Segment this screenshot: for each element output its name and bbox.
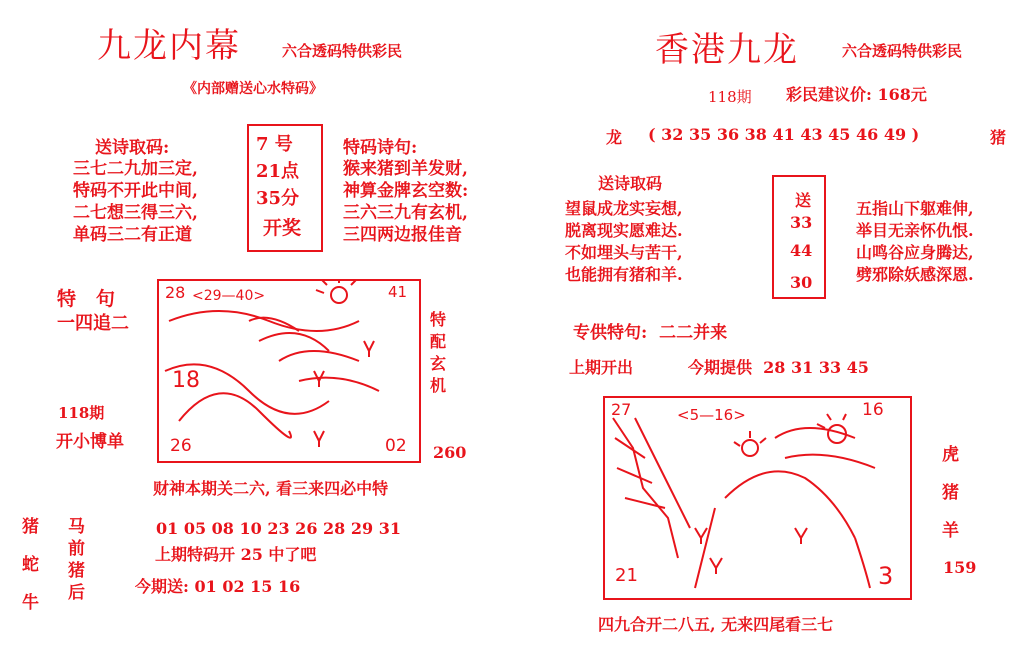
left-tagline: 《内部赠送心水特码》 bbox=[183, 81, 323, 97]
right-sketch-br: 3 bbox=[878, 562, 894, 590]
right-title: 香港九龙 bbox=[655, 30, 799, 70]
left-poem-label: 送诗取码: bbox=[95, 138, 170, 158]
verse-line: 三四两边报佳音 bbox=[343, 225, 462, 245]
left-side-number: 260 bbox=[433, 443, 467, 462]
zodiac-left: 猪 蛇 牛 bbox=[22, 517, 39, 613]
left-subtitle: 六合透码特供彩民 bbox=[282, 42, 403, 60]
verse-line: 猴来猪到羊发财, bbox=[343, 159, 468, 179]
wealth-line: 财神本期关二六, 看三来四必中特 bbox=[153, 479, 389, 498]
left-title: 九龙内幕 bbox=[97, 26, 241, 66]
left-sketch-tr: 41 bbox=[388, 283, 408, 301]
poem-box-3: 44 bbox=[790, 241, 813, 260]
verse-line: 三六三九有玄机, bbox=[343, 203, 468, 223]
draw-label: 开奖 bbox=[263, 217, 302, 239]
right-special: 专供特句: 二二并来 bbox=[573, 323, 728, 343]
right-period: 118期 bbox=[708, 88, 752, 106]
right-zodiac: 虎 猪 羊 bbox=[942, 445, 959, 541]
right-poem-left: 望鼠成龙实妄想, 脱离现实愿难达. 不如埋头与苦干, 也能拥有猪和羊. bbox=[565, 199, 683, 284]
left-poem bbox=[73, 158, 198, 246]
right-poem-label: 送诗取码 bbox=[598, 174, 663, 193]
special-label: 特 句 bbox=[57, 288, 115, 310]
dragon-end: 猪 bbox=[990, 128, 1007, 147]
left-sketch-tl: 28 bbox=[165, 283, 186, 302]
right-side-number: 159 bbox=[943, 558, 977, 577]
left-sketch-br: 02 bbox=[385, 436, 407, 456]
bet-hint: 开小博单 bbox=[56, 432, 124, 452]
right-sketch-bl: 21 bbox=[615, 565, 638, 586]
poem-box-1: 送 bbox=[795, 191, 812, 210]
draw-number: 7 号 bbox=[256, 134, 293, 155]
left-sketch-mid: 18 bbox=[172, 368, 200, 393]
left-sketch-bl: 26 bbox=[170, 436, 192, 456]
verse-label: 特码诗句: bbox=[343, 138, 418, 158]
verse-line: 神算金牌玄空数: bbox=[343, 181, 469, 201]
left-period: 118期 bbox=[58, 404, 105, 422]
right-subtitle: 六合透码特供彩民 bbox=[842, 42, 963, 60]
dragon-start: 龙 bbox=[606, 128, 623, 147]
poem-line: 特码不开此中间, bbox=[73, 181, 198, 201]
dragon-numbers: ( 32 35 36 38 41 43 45 46 49 ) bbox=[648, 125, 920, 144]
special-value: 一四追二 bbox=[57, 313, 129, 334]
poem-box-2: 33 bbox=[790, 213, 813, 232]
right-sketch-tr: 16 bbox=[862, 400, 884, 420]
poem-line: 单码三二有正道 bbox=[73, 225, 192, 245]
today-line: 今期送: 01 02 15 16 bbox=[135, 577, 301, 596]
numbers-line: 01 05 08 10 23 26 28 29 31 bbox=[156, 519, 401, 538]
right-poem-right: 五指山下躯难伸, 举目无亲怀仇恨. 山鸣谷应身腾达, 劈邪除妖感深恩. bbox=[856, 199, 974, 284]
zodiac-mid: 马 前 猪 后 bbox=[68, 517, 85, 603]
price: 彩民建议价: 168元 bbox=[786, 85, 927, 104]
draw-hour: 21点 bbox=[256, 161, 300, 182]
right-sketch-tl: 27 bbox=[611, 400, 632, 419]
poem-box-4: 30 bbox=[790, 273, 813, 292]
last-open: 上期开出 bbox=[569, 358, 634, 377]
right-sketch-range: <5—16> bbox=[677, 406, 746, 424]
right-sketch-drawing bbox=[605, 398, 910, 598]
draw-minute: 35分 bbox=[256, 188, 300, 209]
right-bottom-line: 四九合开二八五, 无来四尾看三七 bbox=[598, 615, 834, 634]
last-line: 上期特码开 25 中了吧 bbox=[155, 545, 317, 564]
offer: 今期提供 28 31 33 45 bbox=[688, 358, 869, 377]
left-sketch-range: <29—40> bbox=[192, 288, 266, 304]
vertical-label: 特 配 玄 机 bbox=[430, 310, 447, 395]
poem-line: 三七二九加三定, bbox=[73, 159, 198, 179]
poem-line: 二七想三得三六, bbox=[73, 203, 198, 223]
left-verse bbox=[343, 158, 468, 246]
